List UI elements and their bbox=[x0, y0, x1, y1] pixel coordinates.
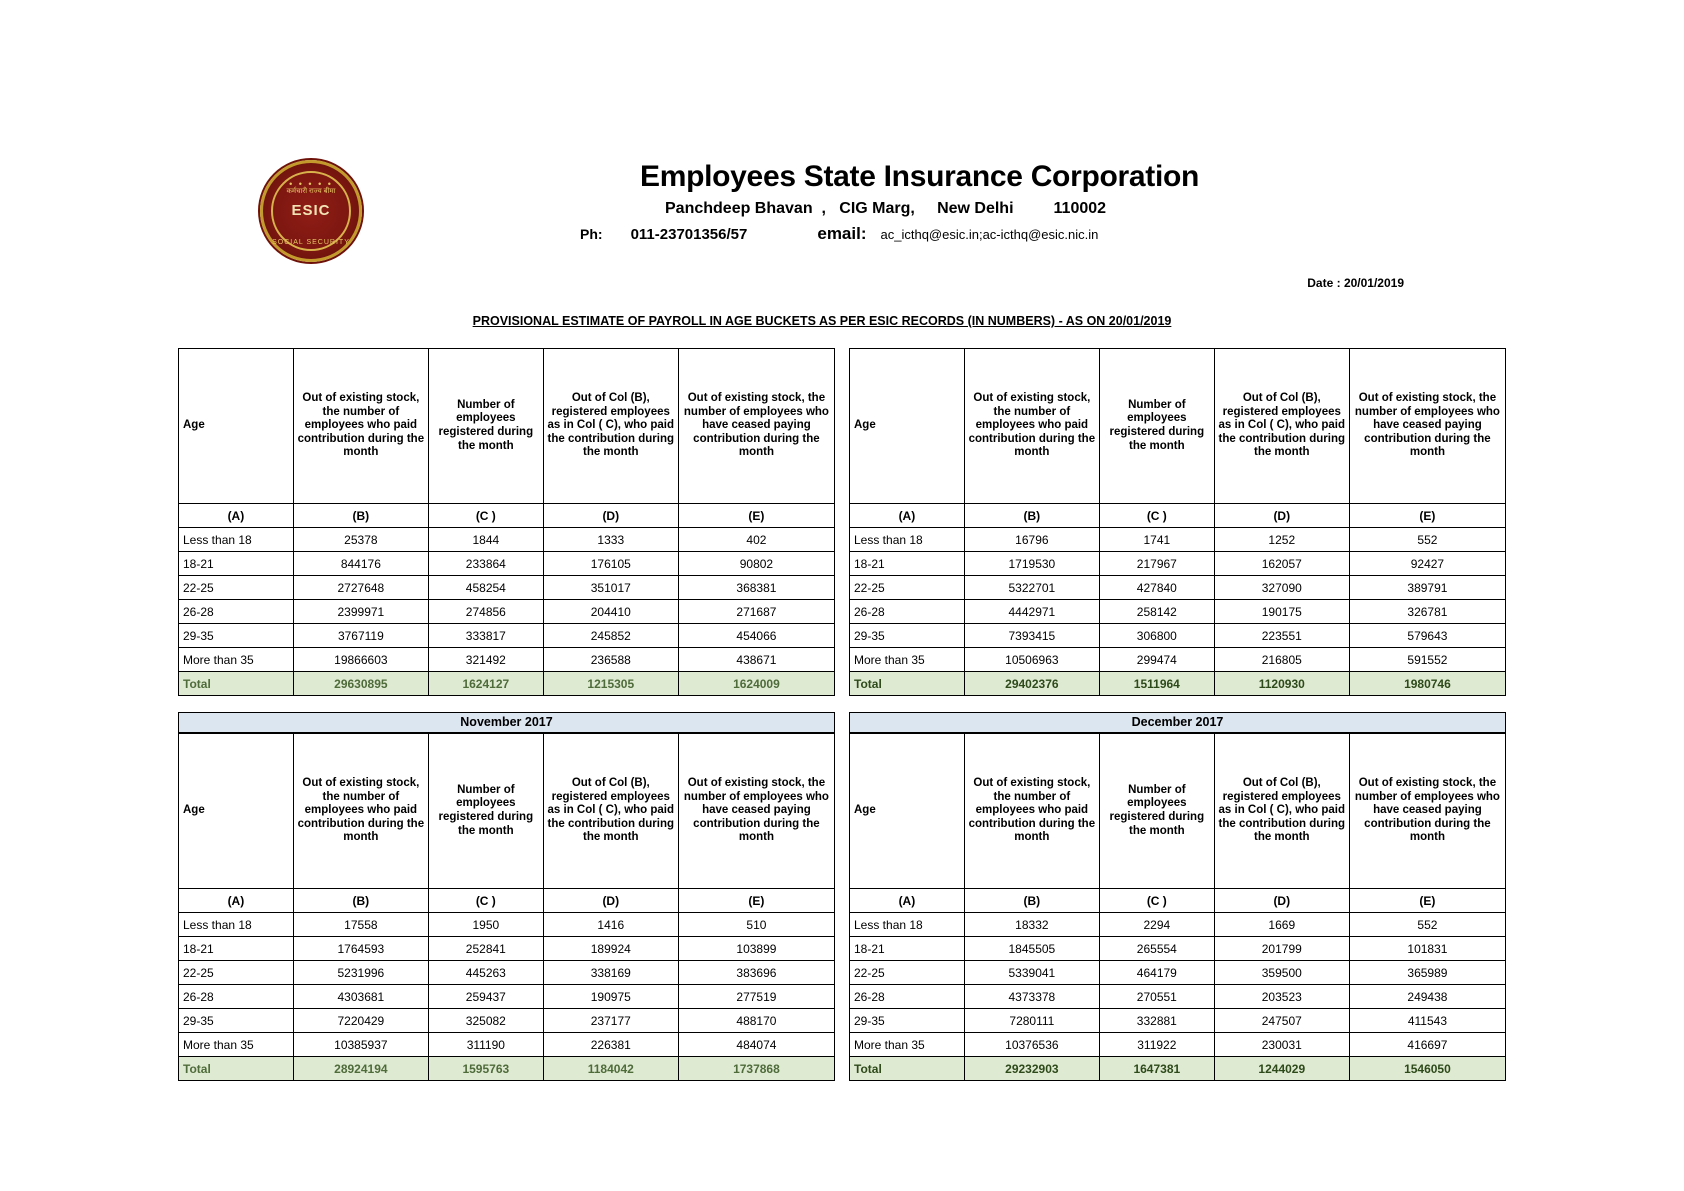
cell-age: More than 35 bbox=[850, 1033, 965, 1057]
cell-c: 217967 bbox=[1099, 552, 1214, 576]
cell-age: 22-25 bbox=[179, 576, 294, 600]
cell-b: 3767119 bbox=[293, 624, 428, 648]
payroll-table-november bbox=[178, 733, 835, 1081]
cell-age: 22-25 bbox=[850, 961, 965, 985]
cell-d: 203523 bbox=[1214, 985, 1349, 1009]
cell-e: 488170 bbox=[678, 1009, 834, 1033]
total-e: 1624009 bbox=[678, 672, 834, 696]
logo-arc-bottom-text: SOCIAL SECURITY bbox=[272, 239, 350, 246]
table-total-row bbox=[179, 1057, 835, 1081]
total-e: 1980746 bbox=[1349, 672, 1505, 696]
cell-e: 90802 bbox=[678, 552, 834, 576]
cell-e: 438671 bbox=[678, 648, 834, 672]
column-header-age: Age bbox=[179, 349, 294, 504]
cell-age: Less than 18 bbox=[179, 528, 294, 552]
column-header-b: Out of existing stock, the number of employees who paid contribution during the month bbox=[293, 734, 428, 889]
phone-label: Ph: bbox=[580, 226, 603, 242]
cell-e: 101831 bbox=[1349, 937, 1505, 961]
table-row bbox=[179, 648, 835, 672]
cell-age: 18-21 bbox=[179, 937, 294, 961]
table-total-row bbox=[179, 672, 835, 696]
phone-value: 011-23701356/57 bbox=[630, 226, 748, 243]
total-d: 1120930 bbox=[1214, 672, 1349, 696]
cell-e: 484074 bbox=[678, 1033, 834, 1057]
cell-age: 26-28 bbox=[179, 985, 294, 1009]
cell-c: 1950 bbox=[428, 913, 543, 937]
total-label: Total bbox=[179, 1057, 294, 1081]
table-row bbox=[850, 913, 1506, 937]
logo-esic-text: ESIC bbox=[291, 201, 331, 219]
tables-spacer bbox=[178, 696, 1506, 712]
cell-c: 332881 bbox=[1099, 1009, 1214, 1033]
cell-b: 10506963 bbox=[964, 648, 1099, 672]
cell-e: 552 bbox=[1349, 913, 1505, 937]
cell-d: 190175 bbox=[1214, 600, 1349, 624]
cell-e: 411543 bbox=[1349, 1009, 1505, 1033]
total-d: 1215305 bbox=[543, 672, 678, 696]
table-total-row bbox=[850, 1057, 1506, 1081]
cell-c: 464179 bbox=[1099, 961, 1214, 985]
column-letter-row bbox=[179, 889, 835, 913]
cell-b: 7220429 bbox=[293, 1009, 428, 1033]
column-header-b: Out of existing stock, the number of employees who paid contribution during the month bbox=[293, 349, 428, 504]
esic-logo-icon bbox=[260, 160, 362, 262]
cell-age: More than 35 bbox=[179, 1033, 294, 1057]
cell-b: 25378 bbox=[293, 528, 428, 552]
cell-b: 10385937 bbox=[293, 1033, 428, 1057]
total-d: 1244029 bbox=[1214, 1057, 1349, 1081]
column-letter-a: (A) bbox=[850, 889, 965, 913]
column-letter-c: (C ) bbox=[428, 889, 543, 913]
cell-b: 7280111 bbox=[964, 1009, 1099, 1033]
cell-e: 92427 bbox=[1349, 552, 1505, 576]
column-header-e: Out of existing stock, the number of employees who have ceased paying contribution during the month bbox=[1349, 734, 1505, 889]
cell-d: 1252 bbox=[1214, 528, 1349, 552]
cell-c: 311190 bbox=[428, 1033, 543, 1057]
payroll-table-top-right bbox=[849, 348, 1506, 696]
cell-b: 2727648 bbox=[293, 576, 428, 600]
cell-c: 2294 bbox=[1099, 913, 1214, 937]
table-row bbox=[850, 1033, 1506, 1057]
table-row bbox=[179, 913, 835, 937]
cell-d: 327090 bbox=[1214, 576, 1349, 600]
table-block-top-left bbox=[178, 348, 835, 696]
cell-d: 223551 bbox=[1214, 624, 1349, 648]
cell-age: 29-35 bbox=[850, 624, 965, 648]
total-label: Total bbox=[850, 672, 965, 696]
table-row bbox=[850, 528, 1506, 552]
cell-age: 26-28 bbox=[850, 600, 965, 624]
table-row bbox=[179, 985, 835, 1009]
cell-e: 591552 bbox=[1349, 648, 1505, 672]
cell-c: 258142 bbox=[1099, 600, 1214, 624]
column-letter-d: (D) bbox=[1214, 889, 1349, 913]
column-header-age: Age bbox=[850, 349, 965, 504]
table-row bbox=[850, 648, 1506, 672]
column-header-d: Out of Col (B), registered employees as in Col ( C), who paid the contribution during the month bbox=[543, 734, 678, 889]
cell-d: 204410 bbox=[543, 600, 678, 624]
logo-container bbox=[180, 160, 380, 262]
cell-b: 4303681 bbox=[293, 985, 428, 1009]
column-letter-e: (E) bbox=[1349, 504, 1505, 528]
cell-e: 579643 bbox=[1349, 624, 1505, 648]
email-value: ac_icthq@esic.in;ac-icthq@esic.nic.in bbox=[880, 227, 1099, 242]
table-row bbox=[179, 1009, 835, 1033]
column-letter-b: (B) bbox=[964, 889, 1099, 913]
cell-age: 18-21 bbox=[179, 552, 294, 576]
cell-b: 844176 bbox=[293, 552, 428, 576]
total-b: 29630895 bbox=[293, 672, 428, 696]
cell-d: 216805 bbox=[1214, 648, 1349, 672]
column-letter-b: (B) bbox=[964, 504, 1099, 528]
email-label: email: bbox=[817, 224, 867, 243]
tables-area bbox=[0, 348, 1684, 1081]
cell-c: 259437 bbox=[428, 985, 543, 1009]
column-letter-b: (B) bbox=[293, 889, 428, 913]
column-header-c: Number of employees registered during the month bbox=[428, 349, 543, 504]
cell-age: 18-21 bbox=[850, 937, 965, 961]
table-row bbox=[179, 600, 835, 624]
report-title: PROVISIONAL ESTIMATE OF PAYROLL IN AGE BUCKETS AS PER ESIC RECORDS (IN NUMBERS) - AS ON 20/01/2019 bbox=[472, 314, 1172, 328]
cell-e: 326781 bbox=[1349, 600, 1505, 624]
cell-d: 1416 bbox=[543, 913, 678, 937]
column-header-d: Out of Col (B), registered employees as in Col ( C), who paid the contribution during the month bbox=[1214, 734, 1349, 889]
column-header-e: Out of existing stock, the number of employees who have ceased paying contribution during the month bbox=[1349, 349, 1505, 504]
table-row bbox=[179, 576, 835, 600]
cell-age: 26-28 bbox=[850, 985, 965, 1009]
cell-age: 29-35 bbox=[179, 624, 294, 648]
cell-d: 190975 bbox=[543, 985, 678, 1009]
total-b: 29232903 bbox=[964, 1057, 1099, 1081]
cell-c: 265554 bbox=[1099, 937, 1214, 961]
tables-row-top bbox=[178, 348, 1506, 696]
total-label: Total bbox=[850, 1057, 965, 1081]
month-banner-november: November 2017 bbox=[178, 712, 835, 733]
table-block-bottom-left bbox=[178, 712, 835, 1081]
cell-b: 5339041 bbox=[964, 961, 1099, 985]
cell-e: 552 bbox=[1349, 528, 1505, 552]
column-letter-d: (D) bbox=[1214, 504, 1349, 528]
table-row bbox=[179, 528, 835, 552]
cell-b: 10376536 bbox=[964, 1033, 1099, 1057]
cell-b: 18332 bbox=[964, 913, 1099, 937]
table-row bbox=[850, 624, 1506, 648]
payroll-table-december bbox=[849, 733, 1506, 1081]
column-header-b: Out of existing stock, the number of employees who paid contribution during the month bbox=[964, 349, 1099, 504]
cell-b: 1719530 bbox=[964, 552, 1099, 576]
table-header-row bbox=[850, 734, 1506, 889]
cell-age: 22-25 bbox=[850, 576, 965, 600]
table-row bbox=[850, 985, 1506, 1009]
column-header-e: Out of existing stock, the number of employees who have ceased paying contribution during the month bbox=[678, 734, 834, 889]
cell-c: 333817 bbox=[428, 624, 543, 648]
column-header-e: Out of existing stock, the number of employees who have ceased paying contribution during the month bbox=[678, 349, 834, 504]
cell-e: 103899 bbox=[678, 937, 834, 961]
total-label: Total bbox=[179, 672, 294, 696]
cell-d: 201799 bbox=[1214, 937, 1349, 961]
logo-crown-dots: • • • • • bbox=[289, 179, 333, 189]
column-header-c: Number of employees registered during the month bbox=[1099, 734, 1214, 889]
cell-e: 416697 bbox=[1349, 1033, 1505, 1057]
column-letter-c: (C ) bbox=[1099, 889, 1214, 913]
cell-e: 365989 bbox=[1349, 961, 1505, 985]
cell-age: 26-28 bbox=[179, 600, 294, 624]
table-row bbox=[850, 937, 1506, 961]
cell-c: 325082 bbox=[428, 1009, 543, 1033]
column-letter-d: (D) bbox=[543, 889, 678, 913]
column-letter-a: (A) bbox=[179, 504, 294, 528]
cell-d: 189924 bbox=[543, 937, 678, 961]
cell-b: 19866603 bbox=[293, 648, 428, 672]
cell-c: 445263 bbox=[428, 961, 543, 985]
cell-b: 4442971 bbox=[964, 600, 1099, 624]
cell-c: 458254 bbox=[428, 576, 543, 600]
table-row bbox=[850, 552, 1506, 576]
total-e: 1737868 bbox=[678, 1057, 834, 1081]
cell-age: 29-35 bbox=[179, 1009, 294, 1033]
column-header-b: Out of existing stock, the number of employees who paid contribution during the month bbox=[964, 734, 1099, 889]
cell-b: 1845505 bbox=[964, 937, 1099, 961]
tables-row-bottom bbox=[178, 712, 1506, 1081]
table-header-row bbox=[850, 349, 1506, 504]
cell-d: 1333 bbox=[543, 528, 678, 552]
cell-e: 271687 bbox=[678, 600, 834, 624]
cell-c: 1844 bbox=[428, 528, 543, 552]
cell-c: 321492 bbox=[428, 648, 543, 672]
table-row bbox=[850, 600, 1506, 624]
table-row bbox=[850, 1009, 1506, 1033]
table-row bbox=[179, 1033, 835, 1057]
cell-c: 233864 bbox=[428, 552, 543, 576]
cell-b: 5231996 bbox=[293, 961, 428, 985]
cell-b: 5322701 bbox=[964, 576, 1099, 600]
column-letter-row bbox=[850, 889, 1506, 913]
cell-b: 1764593 bbox=[293, 937, 428, 961]
organization-address: Panchdeep Bhavan , CIG Marg, New Delhi 110002 bbox=[665, 200, 1107, 217]
total-c: 1595763 bbox=[428, 1057, 543, 1081]
cell-e: 454066 bbox=[678, 624, 834, 648]
cell-c: 274856 bbox=[428, 600, 543, 624]
column-header-age: Age bbox=[850, 734, 965, 889]
cell-d: 176105 bbox=[543, 552, 678, 576]
cell-b: 16796 bbox=[964, 528, 1099, 552]
cell-e: 402 bbox=[678, 528, 834, 552]
contact-row bbox=[580, 224, 1684, 244]
total-b: 29402376 bbox=[964, 672, 1099, 696]
column-header-d: Out of Col (B), registered employees as in Col ( C), who paid the contribution during the month bbox=[543, 349, 678, 504]
cell-d: 162057 bbox=[1214, 552, 1349, 576]
month-banner-december: December 2017 bbox=[849, 712, 1506, 733]
column-header-age: Age bbox=[179, 734, 294, 889]
column-letter-a: (A) bbox=[850, 504, 965, 528]
table-total-row bbox=[850, 672, 1506, 696]
table-row bbox=[179, 937, 835, 961]
cell-e: 277519 bbox=[678, 985, 834, 1009]
cell-c: 1741 bbox=[1099, 528, 1214, 552]
cell-c: 299474 bbox=[1099, 648, 1214, 672]
column-letter-row bbox=[179, 504, 835, 528]
cell-b: 4373378 bbox=[964, 985, 1099, 1009]
cell-d: 230031 bbox=[1214, 1033, 1349, 1057]
column-header-d: Out of Col (B), registered employees as in Col ( C), who paid the contribution during the month bbox=[1214, 349, 1349, 504]
column-letter-c: (C ) bbox=[1099, 504, 1214, 528]
organization-title: Employees State Insurance Corporation bbox=[640, 160, 1200, 193]
table-block-bottom-right bbox=[849, 712, 1506, 1081]
cell-age: 29-35 bbox=[850, 1009, 965, 1033]
cell-c: 270551 bbox=[1099, 985, 1214, 1009]
logo-arc-top-text: कर्मचारी राज्य बीमा bbox=[286, 188, 336, 195]
column-header-c: Number of employees registered during the month bbox=[428, 734, 543, 889]
document-header bbox=[0, 0, 1684, 262]
cell-age: More than 35 bbox=[179, 648, 294, 672]
column-letter-a: (A) bbox=[179, 889, 294, 913]
table-row bbox=[850, 961, 1506, 985]
total-c: 1511964 bbox=[1099, 672, 1214, 696]
column-letter-c: (C ) bbox=[428, 504, 543, 528]
table-block-top-right bbox=[849, 348, 1506, 696]
cell-c: 306800 bbox=[1099, 624, 1214, 648]
cell-d: 359500 bbox=[1214, 961, 1349, 985]
total-b: 28924194 bbox=[293, 1057, 428, 1081]
cell-e: 510 bbox=[678, 913, 834, 937]
cell-d: 236588 bbox=[543, 648, 678, 672]
cell-age: Less than 18 bbox=[850, 528, 965, 552]
cell-b: 2399971 bbox=[293, 600, 428, 624]
cell-e: 249438 bbox=[1349, 985, 1505, 1009]
table-row bbox=[179, 552, 835, 576]
cell-e: 368381 bbox=[678, 576, 834, 600]
table-header-row bbox=[179, 734, 835, 889]
column-letter-e: (E) bbox=[1349, 889, 1505, 913]
cell-age: 18-21 bbox=[850, 552, 965, 576]
cell-d: 247507 bbox=[1214, 1009, 1349, 1033]
cell-b: 7393415 bbox=[964, 624, 1099, 648]
column-letter-e: (E) bbox=[678, 889, 834, 913]
cell-d: 338169 bbox=[543, 961, 678, 985]
table-row bbox=[850, 576, 1506, 600]
column-letter-e: (E) bbox=[678, 504, 834, 528]
cell-d: 237177 bbox=[543, 1009, 678, 1033]
cell-d: 1669 bbox=[1214, 913, 1349, 937]
cell-c: 427840 bbox=[1099, 576, 1214, 600]
total-c: 1624127 bbox=[428, 672, 543, 696]
cell-age: 22-25 bbox=[179, 961, 294, 985]
column-letter-b: (B) bbox=[293, 504, 428, 528]
cell-c: 311922 bbox=[1099, 1033, 1214, 1057]
cell-d: 351017 bbox=[543, 576, 678, 600]
document-date: Date : 20/01/2019 bbox=[1307, 276, 1404, 290]
table-row bbox=[179, 624, 835, 648]
total-d: 1184042 bbox=[543, 1057, 678, 1081]
cell-age: Less than 18 bbox=[850, 913, 965, 937]
cell-d: 245852 bbox=[543, 624, 678, 648]
column-header-c: Number of employees registered during the month bbox=[1099, 349, 1214, 504]
total-e: 1546050 bbox=[1349, 1057, 1505, 1081]
payroll-table-top-left bbox=[178, 348, 835, 696]
cell-age: More than 35 bbox=[850, 648, 965, 672]
column-letter-row bbox=[850, 504, 1506, 528]
total-c: 1647381 bbox=[1099, 1057, 1214, 1081]
cell-e: 383696 bbox=[678, 961, 834, 985]
header-text-block bbox=[380, 160, 1684, 244]
cell-c: 252841 bbox=[428, 937, 543, 961]
table-header-row bbox=[179, 349, 835, 504]
table-row bbox=[179, 961, 835, 985]
cell-b: 17558 bbox=[293, 913, 428, 937]
cell-e: 389791 bbox=[1349, 576, 1505, 600]
column-letter-d: (D) bbox=[543, 504, 678, 528]
cell-age: Less than 18 bbox=[179, 913, 294, 937]
cell-d: 226381 bbox=[543, 1033, 678, 1057]
